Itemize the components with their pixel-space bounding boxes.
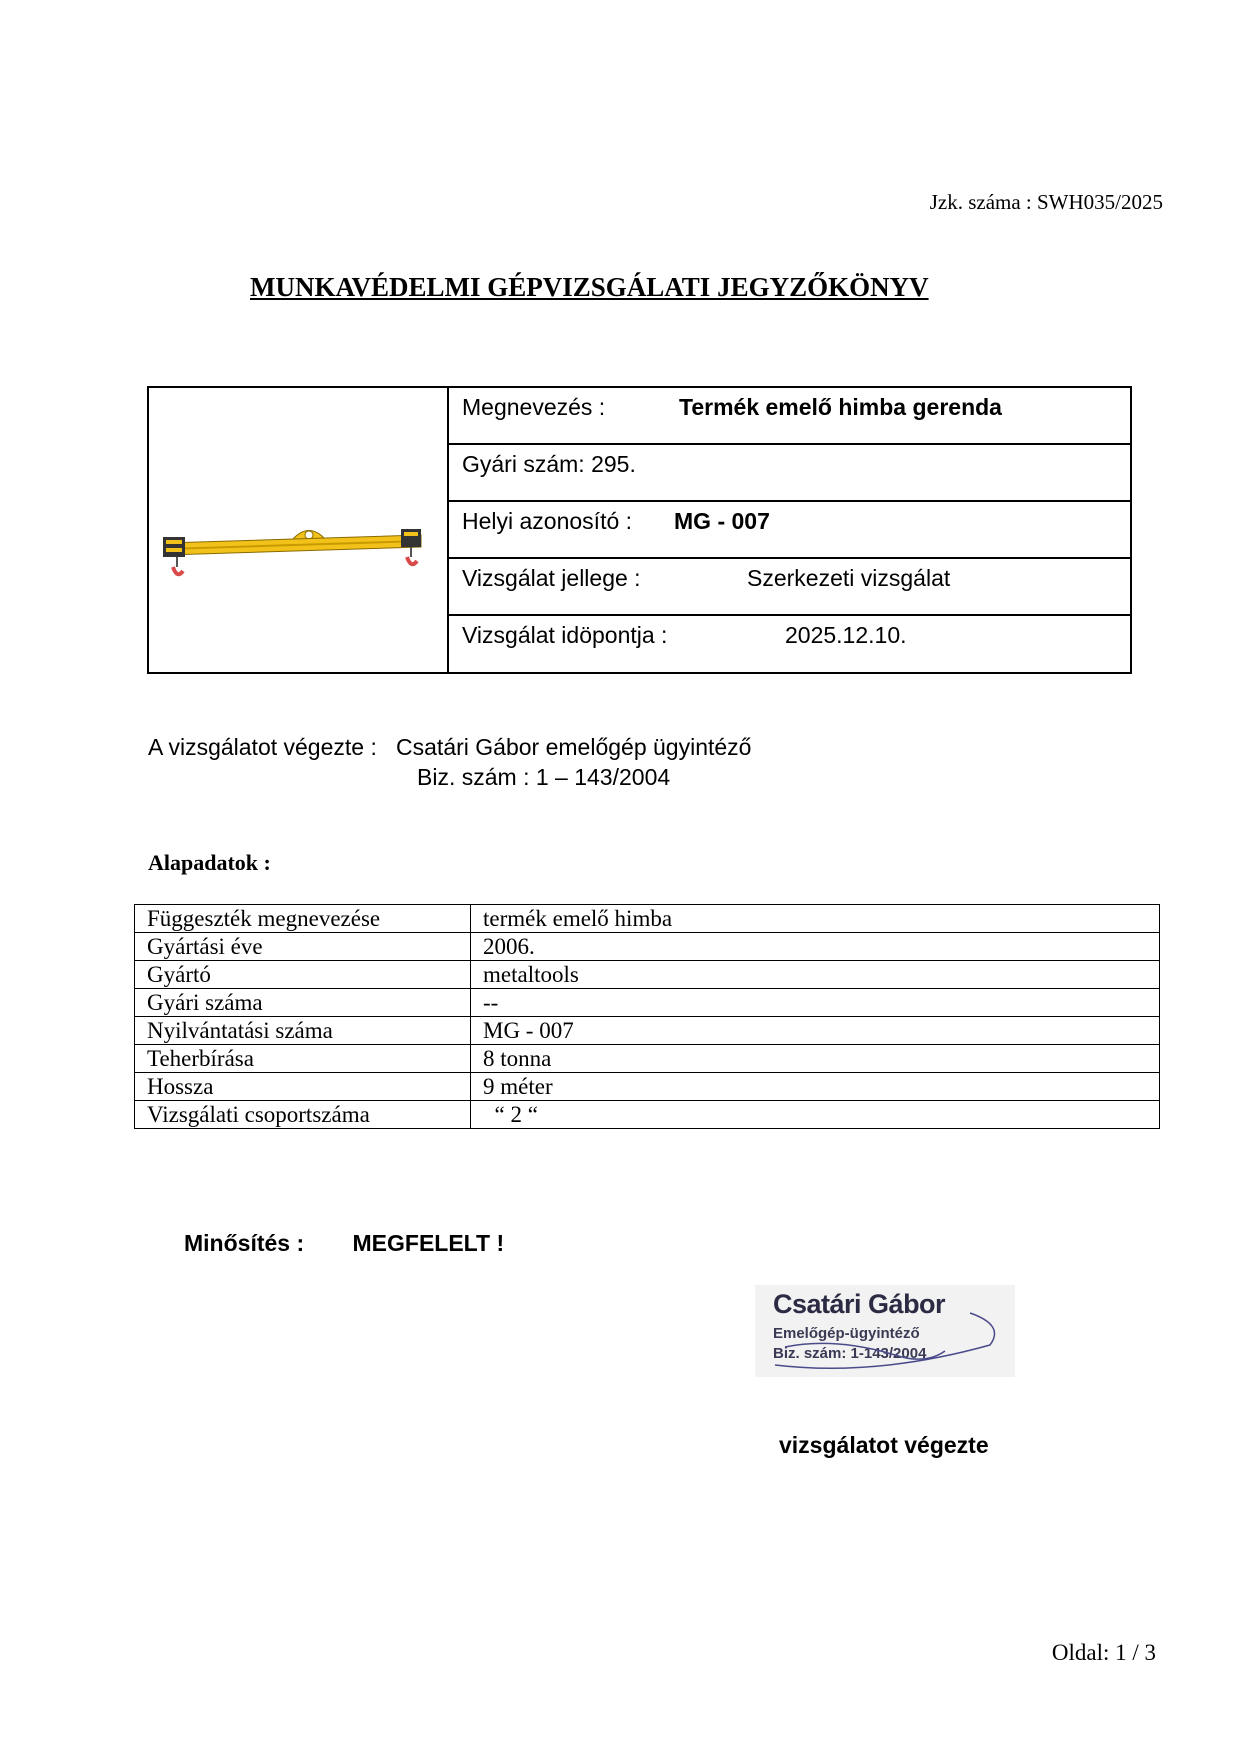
table-row bbox=[135, 933, 1160, 961]
row-value: MG - 007 bbox=[471, 1017, 1160, 1045]
page-title: MUNKAVÉDELMI GÉPVIZSGÁLATI JEGYZŐKÖNYV bbox=[250, 272, 929, 302]
signer-label: vizsgálatot végezte bbox=[779, 1432, 989, 1458]
row-label: Függeszték megnevezése bbox=[135, 905, 471, 933]
row-label: Vizsgálati csoportszáma bbox=[135, 1101, 471, 1129]
inspection-type-label: Vizsgálat jellege : bbox=[462, 565, 641, 591]
inspection-date-value: 2025.12.10. bbox=[785, 622, 907, 648]
performer-label: A vizsgálatot végezte : bbox=[148, 734, 377, 760]
stamp-name: Csatári Gábor bbox=[773, 1289, 946, 1319]
info-box bbox=[147, 386, 1132, 674]
info-row-inspection-type bbox=[449, 559, 1130, 616]
stamp-role: Emelőgép-ügyintéző bbox=[773, 1325, 920, 1342]
rating-label: Minősítés : bbox=[184, 1230, 305, 1256]
info-row-name bbox=[449, 388, 1130, 445]
performer-biz: Biz. szám : 1 – 143/2004 bbox=[417, 764, 671, 790]
row-label: Gyártási éve bbox=[135, 933, 471, 961]
row-label: Gyári száma bbox=[135, 989, 471, 1017]
rating-line bbox=[184, 1230, 504, 1257]
lifting-beam-image bbox=[159, 513, 429, 583]
row-value: -- bbox=[471, 989, 1160, 1017]
info-row-serial bbox=[449, 445, 1130, 502]
table-row bbox=[135, 1017, 1160, 1045]
table-row bbox=[135, 1101, 1160, 1129]
row-label: Teherbírása bbox=[135, 1045, 471, 1073]
row-value: metaltools bbox=[471, 961, 1160, 989]
row-label: Hossza bbox=[135, 1073, 471, 1101]
table-row bbox=[135, 905, 1160, 933]
table-row bbox=[135, 961, 1160, 989]
name-value: Termék emelő himba gerenda bbox=[679, 394, 1002, 420]
performer-line bbox=[148, 734, 751, 761]
basic-data-table bbox=[134, 904, 1160, 1129]
row-value: “ 2 “ bbox=[471, 1101, 1160, 1129]
document-number: Jzk. száma : SWH035/2025 bbox=[929, 190, 1163, 214]
serial-label: Gyári szám: 295. bbox=[462, 451, 636, 477]
table-row bbox=[135, 1045, 1160, 1073]
basic-data-heading: Alapadatok : bbox=[148, 850, 271, 875]
table-row bbox=[135, 1073, 1160, 1101]
local-id-label: Helyi azonosító : bbox=[462, 508, 633, 534]
product-image-cell bbox=[149, 388, 449, 672]
info-row-local-id bbox=[449, 502, 1130, 559]
local-id-value: MG - 007 bbox=[674, 508, 770, 534]
table-row bbox=[135, 989, 1160, 1017]
signature-scribble bbox=[755, 1285, 1015, 1377]
row-value: 2006. bbox=[471, 933, 1160, 961]
row-label: Nyilvántatási száma bbox=[135, 1017, 471, 1045]
inspection-type-value: Szerkezeti vizsgálat bbox=[747, 565, 951, 591]
signature-stamp bbox=[755, 1285, 1015, 1377]
row-value: 8 tonna bbox=[471, 1045, 1160, 1073]
page-number: Oldal: 1 / 3 bbox=[1051, 1640, 1156, 1665]
row-label: Gyártó bbox=[135, 961, 471, 989]
inspection-date-label: Vizsgálat idöpontja : bbox=[462, 622, 668, 648]
performer-name: Csatári Gábor emelőgép ügyintéző bbox=[396, 734, 752, 760]
info-row-inspection-date bbox=[449, 616, 1130, 672]
stamp-biz: Biz. szám: 1-143/2004 bbox=[773, 1345, 927, 1362]
row-value: termék emelő himba bbox=[471, 905, 1160, 933]
row-value: 9 méter bbox=[471, 1073, 1160, 1101]
name-label: Megnevezés : bbox=[462, 394, 606, 420]
rating-value: MEGFELELT ! bbox=[352, 1230, 505, 1256]
